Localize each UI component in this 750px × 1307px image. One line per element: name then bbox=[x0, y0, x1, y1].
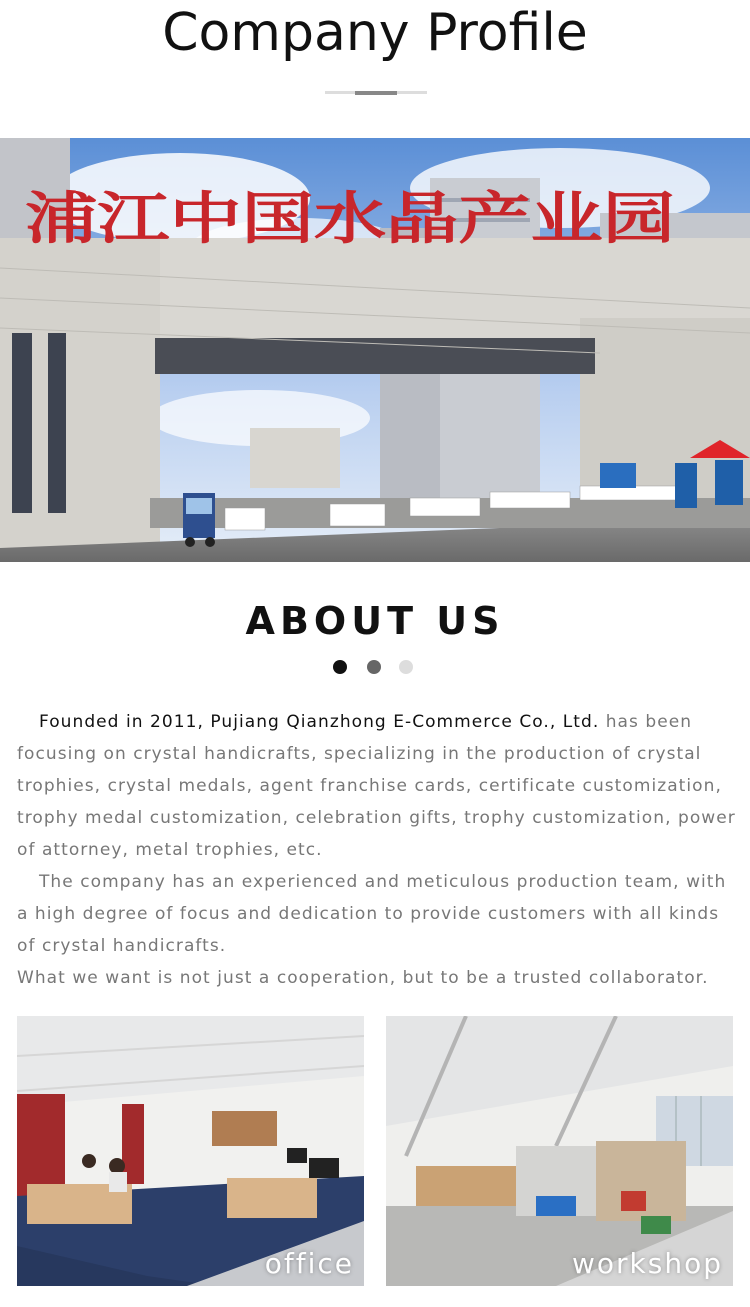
carousel-dot-3 bbox=[399, 660, 413, 674]
workshop-label: workshop bbox=[572, 1247, 723, 1280]
workshop-photo bbox=[386, 1016, 733, 1286]
park-gate-illustration bbox=[0, 138, 750, 562]
about-paragraph-3: What we want is not just a cooperation, but to be a trusted collaborator. bbox=[17, 968, 709, 988]
paragraph-2-text: The company has an experienced and meticulous production team, with a high degree of focus and dedication to provide customers with all kinds of crystal handicrafts. bbox=[17, 872, 727, 956]
office-illustration bbox=[17, 1016, 364, 1286]
workshop-illustration bbox=[386, 1016, 733, 1286]
office-label: office bbox=[264, 1247, 354, 1280]
hero-photo bbox=[0, 138, 750, 562]
gate-sign-text: 浦江中国水晶产业园 bbox=[25, 187, 675, 252]
carousel-dot-2 bbox=[367, 660, 381, 674]
office-photo bbox=[17, 1016, 364, 1286]
about-paragraph-1 bbox=[17, 706, 742, 866]
intro-rest: has been focusing on crystal handicrafts, specializing in the production of crystal trophies, crystal medals, agent franchise cards, certificate customization, trophy medal customization, celebration gifts, trophy customization, power of attorney, metal trophies, etc. bbox=[17, 712, 736, 860]
about-heading: ABOUT US bbox=[245, 599, 505, 643]
about-paragraph-2 bbox=[17, 866, 742, 962]
page-title: Company Profile bbox=[162, 3, 588, 63]
carousel-dot-1 bbox=[333, 660, 347, 674]
title-underline-accent bbox=[355, 91, 397, 95]
intro-highlight: Founded in 2011, Pujiang Qianzhong E-Commerce Co., Ltd. bbox=[39, 712, 600, 732]
